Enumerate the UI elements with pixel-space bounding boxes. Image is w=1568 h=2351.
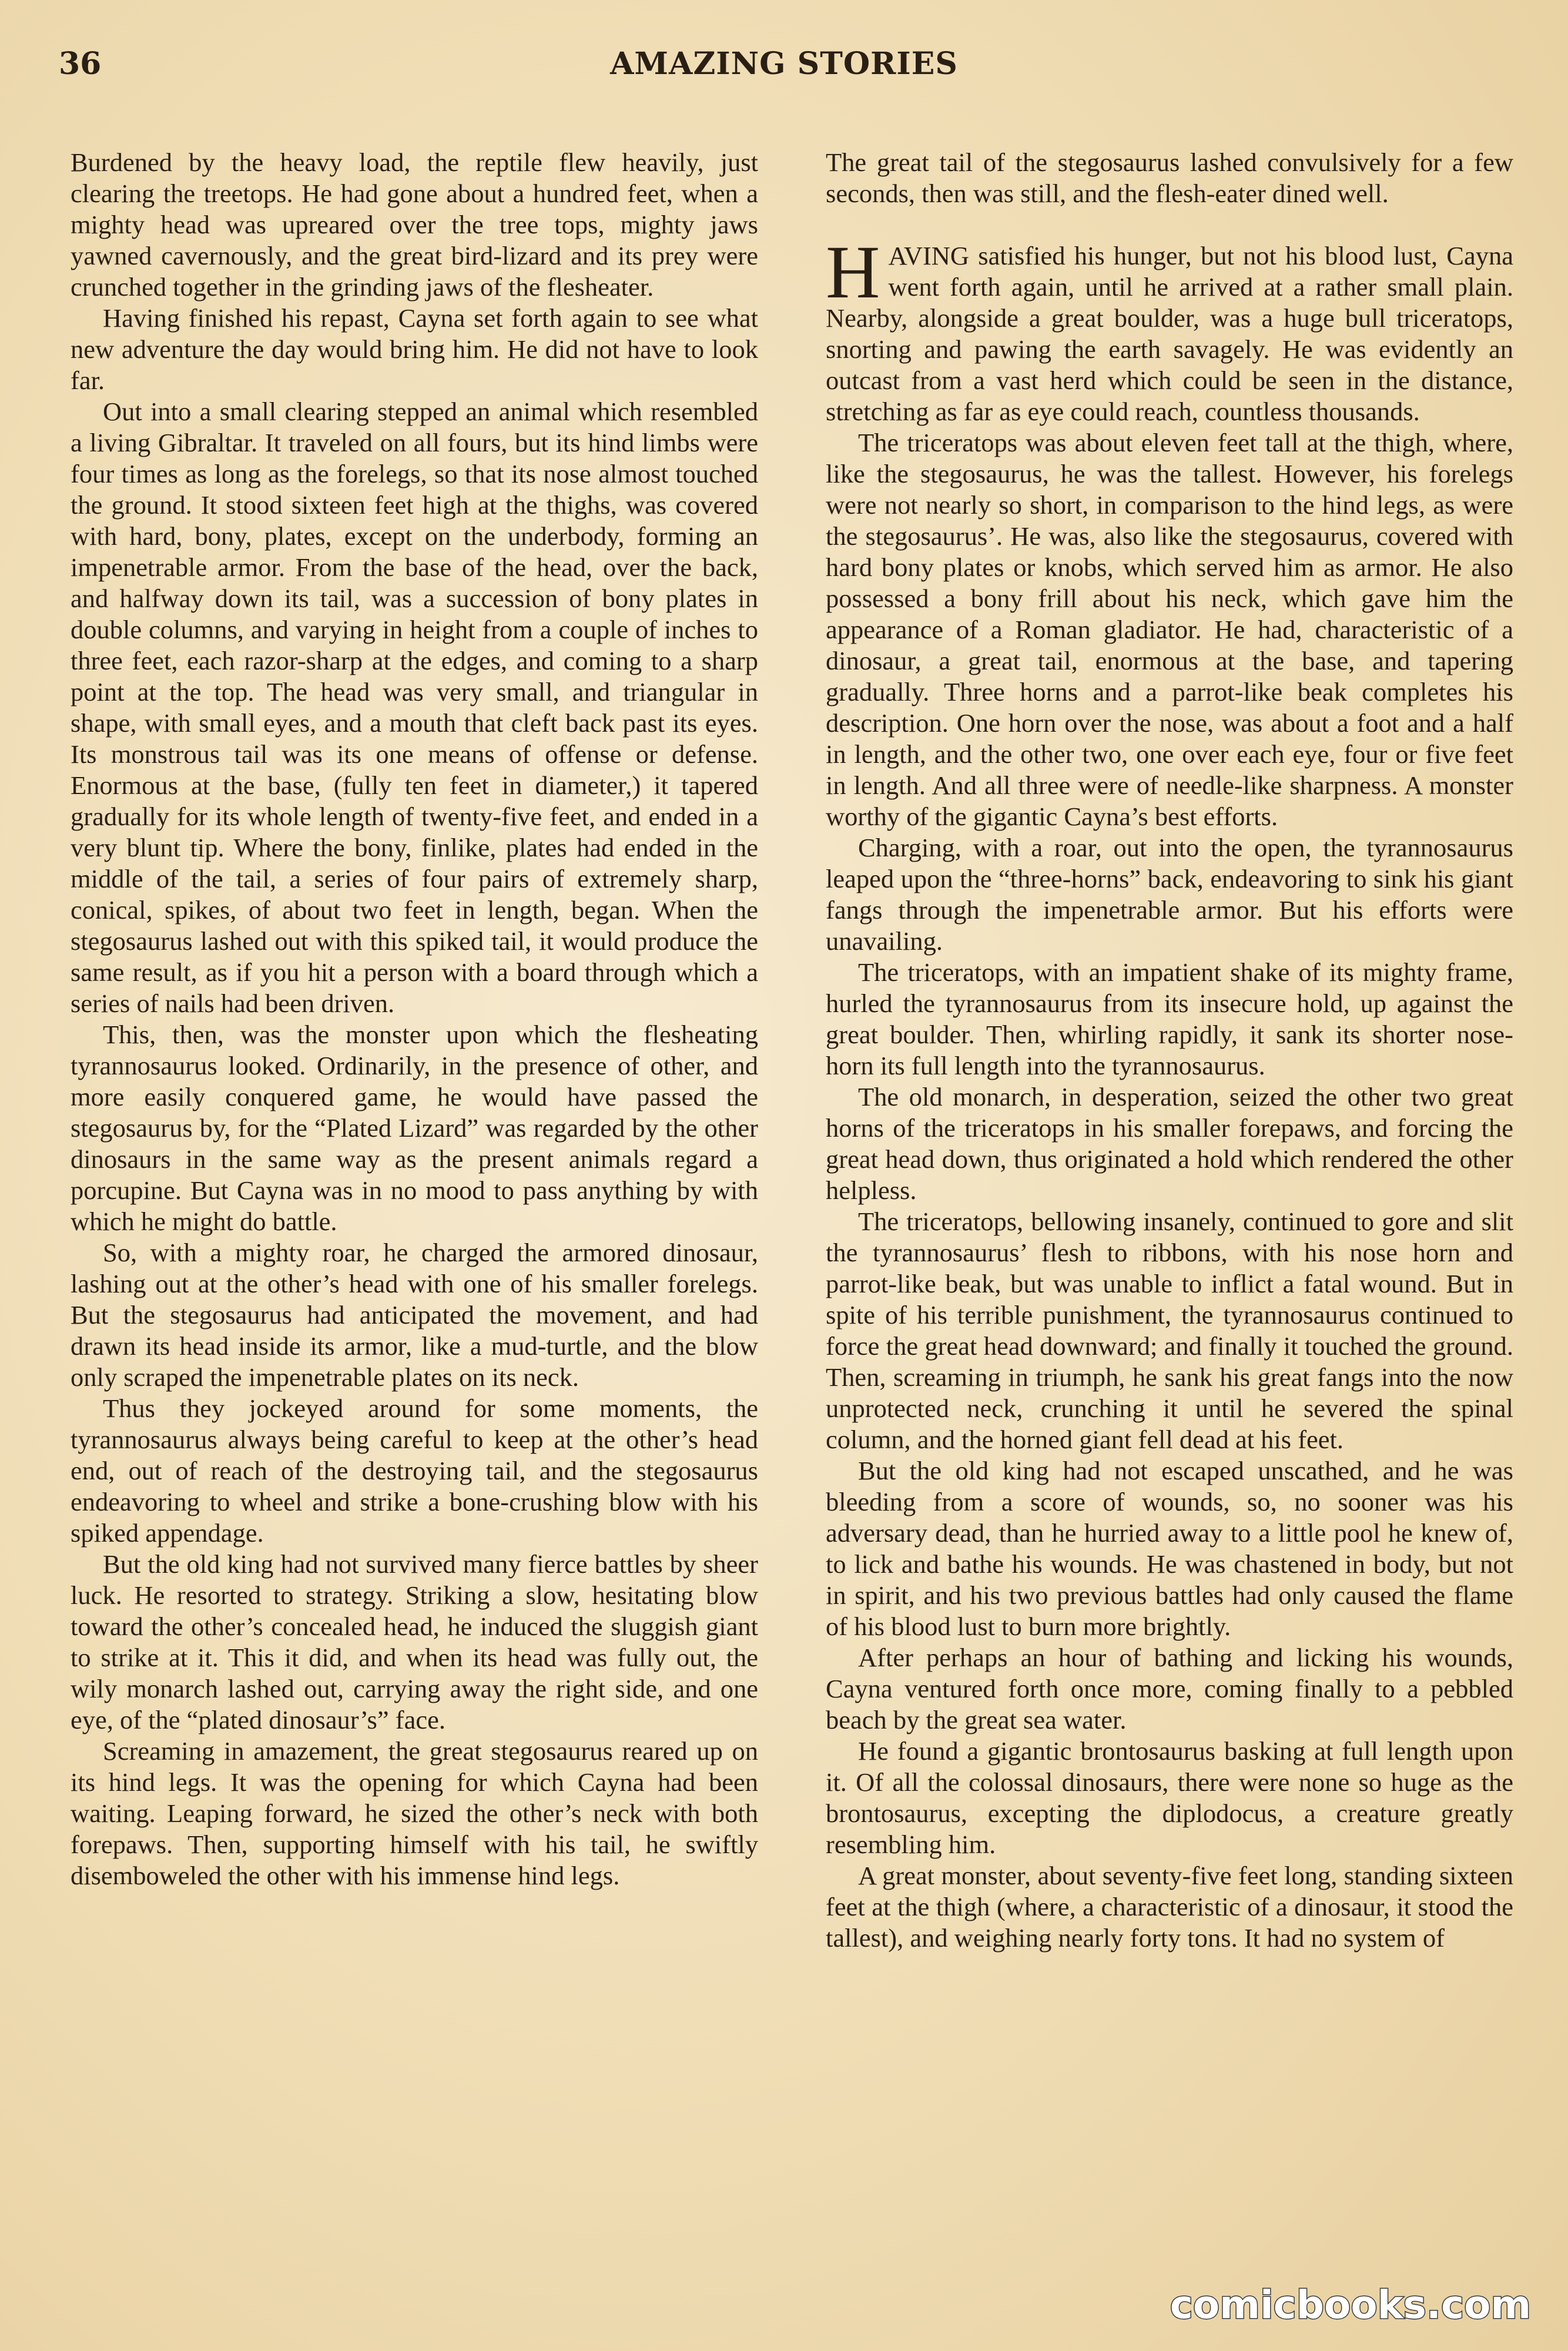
paragraph: The old monarch, in desperation, seized the other two great horns of the triceratops in his smaller forepaws, and forcing the great head down, thus originated a hold which rendered the other helpless.	[826, 1082, 1513, 1205]
left-column	[71, 147, 758, 1891]
running-title: AMAZING STORIES	[610, 46, 958, 82]
paragraph: This, then, was the monster upon which the flesheating tyrannosaurus looked. Ordinarily, in the presence of other, and more easily conquered game, he would have passed the stegosaurus by, for the “Plated Lizard” was regarded by the other dinosaurs in the same way as the present animals regard a porcupine. But Cayna was in no mood to pass anything by with which he might do battle.	[71, 1020, 758, 1236]
paragraph: But the old king had not survived many fierce battles by sheer luck. He resorted to strategy. Striking a slow, hesitating blow toward the other’s concealed head, he induced the sluggish giant to strike at it. This it did, and when its head was fully out, the wily monarch lashed out, carrying away the right side, and one eye, of the “plated dinosaur’s” face.	[71, 1549, 758, 1734]
right-column	[826, 147, 1513, 1954]
paragraph: Thus they jockeyed around for some moments, the tyrannosaurus always being careful to keep at the other’s head end, out of reach of the destroying tail, and the stegosaurus endeavoring to wheel and strike a bone-crushing blow with his spiked appendage.	[71, 1394, 758, 1548]
paragraph: But the old king had not escaped unscathed, and he was bleeding from a score of wounds, so, no sooner was his adversary dead, than he hurried away to a little pool he knew of, to lick and bathe his wounds. He was chastened in body, but not in spirit, and his two previous battles had only caused the flame of his blood lust to burn more brightly.	[826, 1456, 1513, 1641]
page-header	[59, 41, 1509, 106]
paragraph: So, with a mighty roar, he charged the armored dinosaur, lashing out at the other’s head with one of his smaller forelegs. But the stegosaurus had anticipated the movement, and had drawn its head inside its armor, like a mud-turtle, and the blow only scraped the impenetrable plates on its neck.	[71, 1238, 758, 1392]
paragraph: After perhaps an hour of bathing and licking his wounds, Cayna ventured forth once more, coming finally to a pebbled beach by the great sea water.	[826, 1643, 1513, 1734]
drop-cap-letter: H	[826, 230, 880, 314]
paragraph: Out into a small clearing stepped an animal which resembled a living Gibraltar. It traveled on all fours, but its hind limbs were four times as long as the forelegs, so that its nose almost touched the ground. It stood sixteen feet high at the thighs, was covered with hard, bony, plates, except on the underbody, forming an impenetrable armor. From the base of the head, over the back, and halfway down its tail, was a succession of bony plates in double columns, and varying in height from a couple of inches to three feet, each razor-sharp at the edges, and coming to a sharp point at the top. The head was very small, and triangular in shape, with small eyes, and a mouth that cleft back past its eyes. Its monstrous tail was its one means of offense or defense. Enormous at the base, (fully ten feet in diameter,) it tapered gradually for its whole length of twenty-five feet, and ended in a very blunt tip. Where the bony, finlike, plates had ended in the middle of the tail, a series of four pairs of extremely sharp, conical, spikes, of about two feet in length, began. When the stegosaurus lashed out with this spiked tail, it would produce the same result, as if you hit a person with a board through which a series of nails had been driven.	[71, 397, 758, 1018]
paragraph: Burdened by the heavy load, the reptile flew heavily, just clearing the treetops. He had gone about a hundred feet, when a mighty head was upreared over the tree tops, mighty jaws yawned cavernously, and the great bird-lizard and its prey were crunched together in the grinding jaws of the flesheater.	[71, 148, 758, 302]
paragraph: Having finished his repast, Cayna set forth again to see what new adventure the day would bring him. He did not have to look far.	[71, 303, 758, 395]
paragraph: A great monster, about seventy-five feet long, standing sixteen feet at the thigh (where, a characteristic of a dinosaur, it stood the tallest), and weighing nearly forty tons. It had no system of	[826, 1861, 1513, 1953]
page-number: 36	[59, 46, 102, 82]
watermark-logo-graphic	[1168, 2276, 1533, 2335]
watermark-logo	[1168, 2276, 1533, 2335]
drop-cap-paragraph	[826, 230, 1513, 427]
paragraph: The great tail of the stegosaurus lashed convulsively for a few seconds, then was still, and the flesh-eater dined well.	[826, 148, 1513, 208]
paragraph: The triceratops, with an impatient shake of its mighty frame, hurled the tyrannosaurus from its insecure hold, up against the great boulder. Then, whirling rapidly, it sank its shorter nose-horn its full length into the tyrannosaurus.	[826, 957, 1513, 1080]
watermark-text: comicbooks.com	[1170, 2282, 1532, 2327]
paragraph: Charging, with a roar, out into the open, the tyrannosaurus leaped upon the “three-horns” back, endeavoring to sink his giant fangs through the impenetrable armor. But his efforts were unavailing.	[826, 833, 1513, 956]
paragraph: Screaming in amazement, the great stegosaurus reared up on its hind legs. It was the opening for which Cayna had been waiting. Leaping forward, he sized the other’s neck with both forepaws. Then, supporting himself with his tail, he swiftly disemboweled the other with his immense hind legs.	[71, 1736, 758, 1890]
paragraph: The triceratops, bellowing insanely, continued to gore and slit the tyrannosaurus’ flesh to ribbons, with his nose horn and parrot-like beak, but was unable to inflict a fatal wound. But in spite of his terrible punishment, the tyrannosaurus continued to force the great head downward; and finally it touched the ground. Then, screaming in triumph, he sank his great fangs into the now unprotected neck, crunching it until he severed the spinal column, and the horned giant fell dead at his feet.	[826, 1207, 1513, 1454]
paragraph: The triceratops was about eleven feet tall at the thigh, where, like the stegosaurus, he was the tallest. However, his forelegs were not nearly so short, in comparison to the hind legs, as were the stegosaurus’. He was, also like the stegosaurus, covered with hard bony plates or knobs, which served him as armor. He also possessed a bony frill about his neck, which gave him the appearance of a Roman gladiator. He had, characteristic of a dinosaur, a great tail, enormous at the base, and tapering gradually. Three horns and a parrot-like beak completes his description. One horn over the nose, was about a foot and a half in length, and the other two, one over each eye, four or five feet in length. And all three were of needle-like sharpness. A monster worthy of the gigantic Cayna’s best efforts.	[826, 428, 1513, 831]
paragraph: He found a gigantic brontosaurus basking at full length upon it. Of all the colossal dinosaurs, there were none so huge as the brontosaurus, excepting the diplodocus, a creature greatly resembling him.	[826, 1736, 1513, 1859]
drop-cap-text: AVING satisfied his hunger, but not his blood lust, Cayna went forth again, until he arrived at a rather small plain. Nearby, alongside a great boulder, was a huge bull triceratops, snorting and pawing the earth savagely. He was evidently an outcast from a vast herd which could be seen in the distance, stretching as far as eye could reach, countless thousands.	[826, 241, 1513, 426]
